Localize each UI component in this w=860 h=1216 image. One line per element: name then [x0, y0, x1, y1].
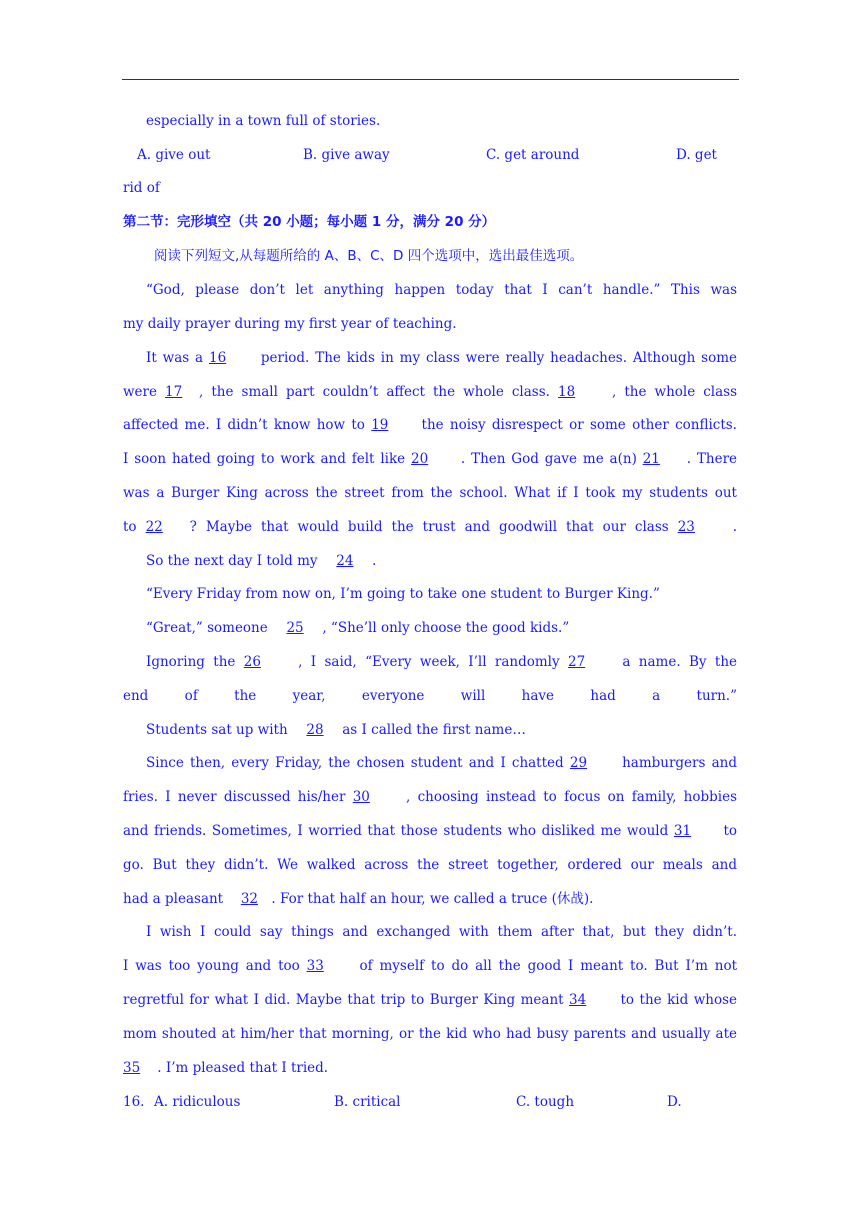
prev-option-d-cont: rid of — [123, 180, 160, 196]
prev-question-text: especially in a town full of stories. — [146, 113, 381, 129]
passage-line: had a pleasant 32 . For that half an hour, we called a truce (休战). — [123, 891, 594, 907]
q16-option-a: A. ridiculous — [154, 1094, 241, 1110]
passage-line: mom shouted at him/her that morning, or the kid who had busy parents and usually ate — [123, 1026, 737, 1042]
blank-30: 30 — [352, 789, 370, 805]
prev-option-b: B. give away — [303, 147, 390, 163]
passage-line: “Every Friday from now on, I’m going to take one student to Burger King.” — [146, 586, 660, 602]
blank-21: 21 — [642, 451, 660, 467]
blank-27: 27 — [568, 654, 586, 670]
q16-number: 16. — [123, 1094, 145, 1110]
passage-line: Since then, every Friday, the chosen student and I chatted 29 hamburgers and — [146, 755, 738, 771]
passage-line: affected me. I didn’t know how to 19 the noisy disrespect or some other conflicts. — [123, 417, 737, 433]
passage-line: was a Burger King across the street from the school. What if I took my students out — [123, 485, 737, 501]
blank-33: 33 — [306, 958, 324, 974]
passage-line: end of the year, everyone will have had a turn.” — [123, 688, 737, 704]
section-instruction: 阅读下列短文,从每题所给的 A、B、C、D 四个选项中，选出最佳选项。 — [154, 248, 584, 264]
passage-line: were 17 , the small part couldn’t affect the whole class. 18 , the whole class — [123, 384, 738, 400]
q16-option-b: B. critical — [334, 1094, 401, 1110]
blank-24: 24 — [336, 553, 354, 569]
blank-20: 20 — [411, 451, 429, 467]
passage-line: fries. I never discussed his/her 30 , choosing instead to focus on family, hobbies — [123, 789, 737, 805]
blank-22: 22 — [145, 519, 163, 535]
passage-line: my daily prayer during my first year of teaching. — [123, 316, 457, 332]
blank-34: 34 — [569, 992, 587, 1008]
section-heading: 第二节：完形填空（共 20 小题；每小题 1 分，满分 20 分） — [123, 214, 496, 230]
q16-option-d: D. — [667, 1094, 682, 1110]
prev-option-d: D. get — [676, 147, 717, 163]
passage-line: to 22 ? Maybe that would build the trust and goodwill that our class 23 . — [123, 519, 738, 535]
passage-line: It was a 16 period. The kids in my class were really headaches. Although some — [146, 350, 737, 366]
passage-line: go. But they didn’t. We walked across the street together, ordered our meals and — [123, 857, 737, 873]
blank-28: 28 — [306, 722, 324, 738]
passage-line: Ignoring the 26 , I said, “Every week, I’ll randomly 27 a name. By the — [146, 654, 738, 670]
blank-31: 31 — [673, 823, 692, 839]
blank-26: 26 — [243, 654, 261, 670]
passage-line: and friends. Sometimes, I worried that those students who disliked me would 31 to — [123, 823, 738, 839]
blank-29: 29 — [569, 755, 588, 771]
passage-line: “God, please don’t let anything happen today that I can’t handle.” This was — [146, 282, 737, 298]
prev-option-c: C. get around — [486, 147, 580, 163]
blank-32: 32 — [240, 891, 259, 907]
blank-16: 16 — [209, 350, 227, 366]
blank-23: 23 — [677, 519, 695, 535]
prev-option-a: A. give out — [137, 147, 211, 163]
blank-17: 17 — [165, 384, 183, 400]
passage-line: regretful for what I did. Maybe that trip to Burger King meant 34 to the kid whose — [123, 992, 737, 1008]
passage-line: I wish I could say things and exchanged with them after that, but they didn’t. — [146, 924, 737, 940]
passage-line: “Great,” someone 25 , “She’ll only choose the good kids.” — [146, 620, 570, 636]
blank-25: 25 — [286, 620, 304, 636]
passage-line: So the next day I told my 24 . — [146, 553, 377, 569]
header-rule — [122, 79, 739, 80]
blank-19: 19 — [371, 417, 389, 433]
blank-35: 35 — [123, 1060, 141, 1076]
passage-line: Students sat up with 28 as I called the first name… — [146, 722, 526, 738]
blank-18: 18 — [558, 384, 576, 400]
q16-option-c: C. tough — [516, 1094, 575, 1110]
passage-line: I soon hated going to work and felt like 20 . Then God gave me a(n) 21 . There — [123, 451, 738, 467]
passage-line: 35 . I’m pleased that I tried. — [123, 1060, 329, 1076]
passage-line: I was too young and too 33 of myself to do all the good I meant to. But I’m not — [123, 958, 737, 974]
